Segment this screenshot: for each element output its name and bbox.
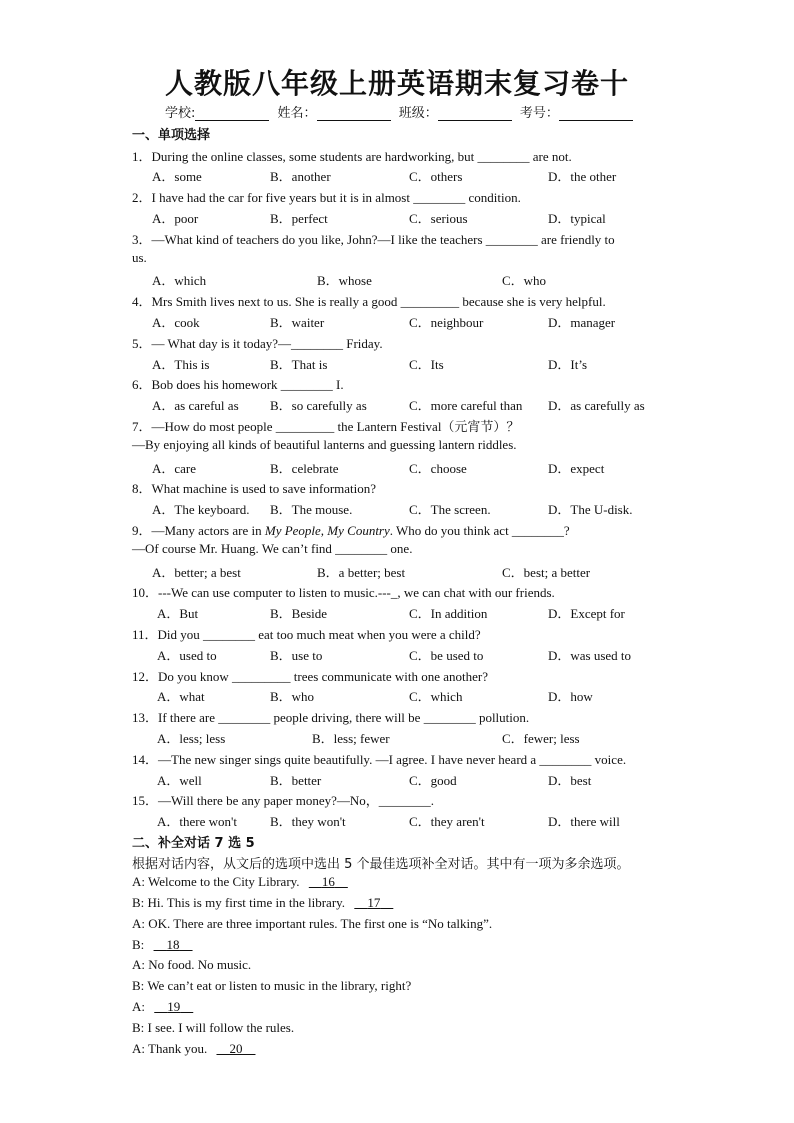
question-options [152,166,672,184]
question-stem-continued: —By enjoying all kinds of beautiful lanterns and guessing lantern riddles. [132,437,517,452]
question-stem [132,520,570,539]
question-options [157,728,677,746]
dialogue-line [132,916,492,932]
option-a[interactable]: A．care [152,461,197,476]
dialogue-line [132,1041,255,1057]
option-c[interactable]: C．they aren't [409,814,485,829]
movie-title: My People, My Country [264,523,390,538]
question-stem: 15．—Will there be any paper money?—No，________. [132,793,435,808]
option-b[interactable]: B．a better; best [317,565,406,580]
option-b[interactable]: B．another [270,169,331,184]
option-a[interactable]: A．as careful as [152,398,239,413]
question-stem-continued: —Of course Mr. Huang. We can’t find ________ one. [132,541,413,556]
question-options [157,686,677,704]
question-options [157,645,677,663]
question-stem-part: 9．—Many actors are in [132,523,265,538]
section-heading-dialogue: 二、补全对话 7 选 5 [132,836,255,851]
blank-number: 19 [167,999,181,1014]
name-field[interactable] [317,107,391,121]
option-a[interactable]: A．some [152,169,202,184]
question-stem: 6．Bob does his homework ________ I. [132,377,344,392]
option-d[interactable]: D．expect [548,461,605,476]
dialogue-text: I see. I will follow the rules. [147,1020,295,1035]
question-stem: 13．If there are ________ people driving, there will be ________ pollution. [132,710,530,725]
option-c[interactable]: C．good [409,773,457,788]
question-options [152,270,672,288]
dialogue-line [132,874,348,890]
option-b[interactable]: B．whose [317,273,372,288]
option-b[interactable]: B．perfect [270,211,328,226]
option-d[interactable]: D．as carefully as [548,398,645,413]
speaker-label: B: [132,978,145,993]
dialogue-line [132,999,193,1015]
question-stem: 4．Mrs Smith lives next to us. She is really a good _________ because she is very helpful. [132,294,606,309]
section-instruction: 根据对话内容，从文后的选项中选出 5 个最佳选项补全对话。其中有一项为多余选项。 [132,857,630,872]
option-b[interactable]: B．use to [270,648,323,663]
class-label: 班级： [398,106,438,121]
dialogue-text: No food. No music. [148,957,252,972]
dialogue-text: We can’t eat or listen to music in the library, right? [147,978,412,993]
answer-blank[interactable] [154,999,193,1014]
option-b[interactable]: B．Beside [270,606,328,621]
question-stem: 2．I have had the car for five years but it is in almost ________ condition. [132,190,521,205]
blank-number: 16 [321,874,335,889]
option-c[interactable]: C．be used to [409,648,484,663]
section-heading-single-choice: 一、单项选择 [132,128,211,143]
option-b[interactable]: B．who [270,689,315,704]
dialogue-line [132,937,193,953]
answer-blank[interactable] [154,937,193,952]
question-options [152,312,672,330]
dialogue-text: Thank you. [148,1041,208,1056]
question-stem: 3．—What kind of teachers do you like, John?—I like the teachers ________ are friendly to [132,232,615,247]
page-title: 人教版八年级上册英语期末复习卷十 [164,67,629,100]
dialogue-line [132,957,251,973]
question-options [152,458,672,476]
speaker-label: B: [132,895,145,910]
option-c[interactable]: C．more careful than [409,398,523,413]
option-b[interactable]: B．celebrate [270,461,339,476]
option-a[interactable]: A．less; less [157,731,226,746]
option-d[interactable]: D．best [548,773,592,788]
option-d[interactable]: D．was used to [548,648,632,663]
option-c[interactable]: C．In addition [409,606,488,621]
question-stem: 1．During the online classes, some students are hardworking, but ________ are not. [132,149,572,164]
option-c[interactable]: C．The screen. [409,502,491,517]
option-c[interactable]: C．fewer; less [502,731,580,746]
option-a[interactable]: A．But [157,606,199,621]
option-d[interactable]: D．how [548,689,593,704]
option-d[interactable]: D．The U-disk. [548,502,633,517]
exam-number-label: 考号： [519,106,559,121]
option-b[interactable]: B．That is [270,357,328,372]
answer-blank[interactable] [216,1041,255,1056]
option-a[interactable]: A．The keyboard. [152,502,250,517]
option-b[interactable]: B．so carefully as [270,398,367,413]
name-label: 姓名： [277,106,317,121]
dialogue-text: OK. There are three important rules. The first one is “No talking”. [148,916,493,931]
question-options [152,208,672,226]
option-d[interactable]: D．typical [548,211,606,226]
question-stem: 10．---We can use computer to listen to music.---_, we can chat with our friends. [132,585,555,600]
answer-blank[interactable] [354,895,393,910]
question-options [157,811,677,829]
question-stem-part: . Who do you think act ________? [389,523,570,538]
answer-blank[interactable] [309,874,348,889]
dialogue-line [132,978,411,994]
question-options [152,562,672,580]
question-stem: 14．—The new singer sings quite beautifully. —I agree. I have never heard a ________ voice. [132,752,627,767]
option-a[interactable]: A．which [152,273,207,288]
option-b[interactable]: B．they won't [270,814,346,829]
blank-number: 20 [229,1041,243,1056]
option-c[interactable]: C．neighbour [409,315,484,330]
question-options [157,770,677,788]
school-field[interactable] [195,107,269,121]
speaker-label: B: [132,937,145,952]
speaker-label: A: [132,999,145,1014]
option-a[interactable]: A．there won't [157,814,237,829]
option-d[interactable]: D．manager [548,315,616,330]
blank-number: 17 [367,895,381,910]
question-options [152,395,672,413]
option-c[interactable]: C．others [409,169,463,184]
option-a[interactable]: A．well [157,773,202,788]
question-stem: 7．—How do most people _________ the Lantern Festival（元宵节）？ [132,419,520,434]
option-a[interactable]: A．used to [157,648,217,663]
option-d[interactable]: D．It’s [548,357,588,372]
question-stem-continued: us. [132,250,147,265]
option-b[interactable]: B．waiter [270,315,325,330]
speaker-label: A: [132,957,145,972]
option-c[interactable]: C．which [409,689,463,704]
option-a[interactable]: A．This is [152,357,210,372]
speaker-label: B: [132,1020,145,1035]
option-a[interactable]: A．what [157,689,205,704]
option-b[interactable]: B．better [270,773,322,788]
option-a[interactable]: A．poor [152,211,199,226]
question-options [157,603,677,621]
option-c[interactable]: C．best; a better [502,565,591,580]
question-stem: 11．Did you ________ eat too much meat when you were a child? [132,627,481,642]
option-b[interactable]: B．The mouse. [270,502,353,517]
class-field[interactable] [438,107,512,121]
option-c[interactable]: C．serious [409,211,468,226]
option-c[interactable]: C．choose [409,461,467,476]
option-d[interactable]: D．the other [548,169,617,184]
dialogue-text: Welcome to the City Library. [148,874,300,889]
question-options [152,499,672,517]
option-d[interactable]: D．Except for [548,606,625,621]
option-d[interactable]: D．there will [548,814,620,829]
blank-number: 18 [166,937,180,952]
dialogue-line [132,1020,294,1036]
dialogue-line [132,895,393,911]
option-b[interactable]: B．less; fewer [312,731,390,746]
question-stem: 12．Do you know _________ trees communicate with one another? [132,669,488,684]
speaker-label: A: [132,874,145,889]
question-options [152,354,672,372]
option-a[interactable]: A．cook [152,315,200,330]
student-info-row [165,102,637,121]
speaker-label: A: [132,916,145,931]
option-c[interactable]: C．who [502,273,547,288]
option-c[interactable]: C．Its [409,357,444,372]
speaker-label: A: [132,1041,145,1056]
option-a[interactable]: A．better; a best [152,565,241,580]
question-stem: 5．— What day is it today?—________ Friday. [132,336,383,351]
question-stem: 8．What machine is used to save information? [132,481,377,496]
exam-number-field[interactable] [559,107,633,121]
dialogue-text: Hi. This is my first time in the library. [147,895,346,910]
school-label: 学校: [165,106,196,121]
